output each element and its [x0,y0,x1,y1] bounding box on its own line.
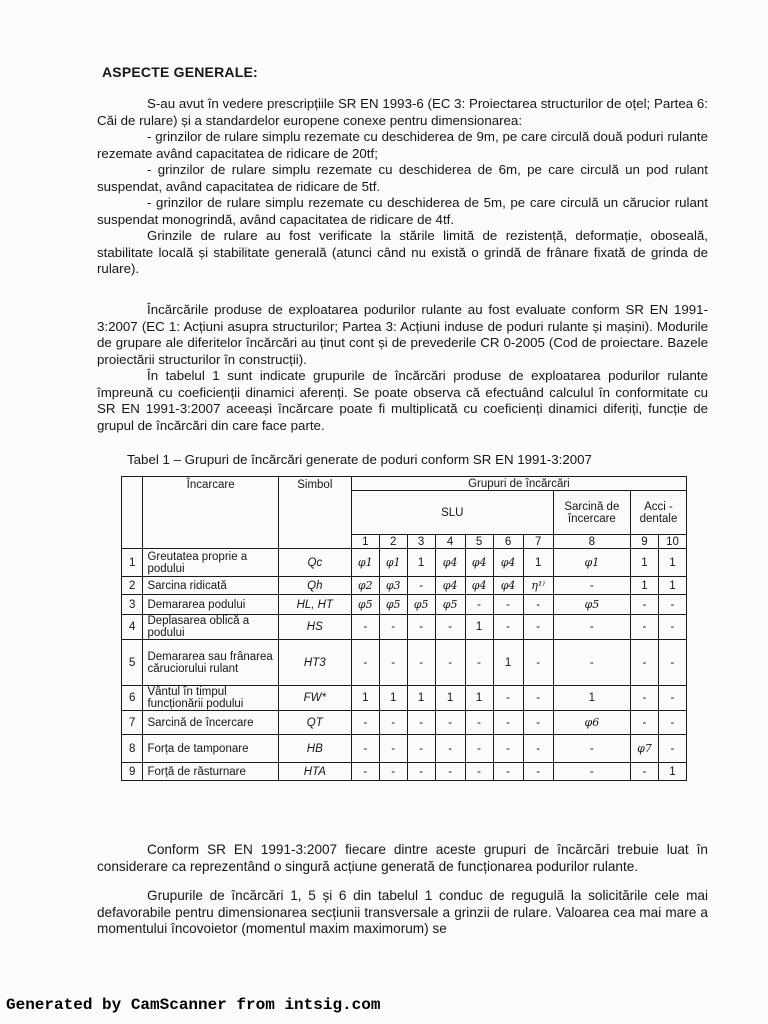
row-cell-group-1: 1 [351,686,379,711]
row-cell-group-4: - [435,763,465,781]
group-col-4: 4 [435,535,465,549]
row-cell-group-1: - [351,640,379,686]
row-cell-group-1: - [351,763,379,781]
row-cell-group-4: - [435,711,465,735]
row-cell-group-8: - [553,763,630,781]
row-cell-group-7: - [523,763,553,781]
row-cell-group-7: - [523,686,553,711]
table-row [122,549,687,577]
row-cell-group-4: - [435,640,465,686]
row-cell-group-10: - [658,640,686,686]
row-cell-group-9: - [631,640,659,686]
group-col-2: 2 [379,535,407,549]
row-cell-group-1: φ5 [351,595,379,615]
row-load-name: Sarcina ridicată [143,577,278,595]
row-cell-group-3: φ5 [407,595,435,615]
table-body [122,549,687,781]
row-load-name: Forța de tamponare [143,735,278,763]
row-cell-group-7: - [523,735,553,763]
loads-paragraph: Încărcările produse de exploatarea podurilor rulante au fost evaluate conform SR EN 1991-3:2007 (EC 1: Acțiuni asupra structurilor; Partea 3: Acțiuni induse de poduri rulante și mașini). Modurile de grupare ale diferitelor încărcări au ținut cont și de prevederile CR 0-2005 (Cod de proiectare. Bazele proiectării structurilor în construcții). [97,302,708,367]
header-test-load: Sarcină de încercare [553,491,630,535]
row-cell-group-8: φ1 [553,549,630,577]
table-row [122,577,687,595]
row-number: 9 [122,763,143,781]
group-col-7: 7 [523,535,553,549]
row-cell-group-2: - [379,763,407,781]
table-row [122,595,687,615]
row-cell-group-8: - [553,615,630,640]
row-cell-group-4: 1 [435,686,465,711]
row-cell-group-9: - [631,595,659,615]
row-cell-group-7: - [523,615,553,640]
row-symbol: HB [278,735,351,763]
row-cell-group-9: - [631,615,659,640]
table-row [122,735,687,763]
row-cell-group-3: 1 [407,686,435,711]
header-slu: SLU [351,491,553,535]
row-symbol: FW* [278,686,351,711]
closing-paragraph-1: Conform SR EN 1991-3:2007 fiecare dintre aceste grupuri de încărcări trebuie luat în considerare ca reprezentând o singură acțiune generată de funcționarea podurilor rulante. [97,842,708,874]
table-row [122,763,687,781]
row-cell-group-6: - [493,711,523,735]
row-cell-group-3: - [407,615,435,640]
row-cell-group-4: - [435,735,465,763]
row-cell-group-7: - [523,595,553,615]
row-symbol: HL, HT [278,595,351,615]
table-intro-paragraph: În tabelul 1 sunt indicate grupurile de încărcări produse de exploatarea podurilor rulante împreună cu coeficienții dinamici aferenți. Se poate observa că efectuând calculul în conformitate cu SR EN 1991-3:2007 aceeași încărcare poate fi multiplicată cu coeficienți dinamici diferiți, funcție de grupul de încărcări din care face parte. [97,368,708,433]
group-col-5: 5 [465,535,493,549]
intro-paragraph: S-au avut în vedere prescripțiile SR EN 1993-6 (EC 3: Proiectarea structurilor de oțel; Partea 6: Căi de rulare) și a standardelor europene conexe pentru dimensionarea: [97,96,708,128]
row-symbol: HTA [278,763,351,781]
row-symbol: Qh [278,577,351,595]
table-row [122,711,687,735]
bullet-beam-6m: - grinzilor de rulare simplu rezemate cu deschiderea de 6m, pe care circulă un pod rulant suspendat, având capacitatea de ridicare de 5tf. [97,162,708,194]
row-load-name: Deplasarea oblică a podului [143,615,278,640]
header-groups: Grupuri de încărcări [351,477,686,491]
row-cell-group-2: φ1 [379,549,407,577]
row-cell-group-1: - [351,711,379,735]
row-number: 4 [122,615,143,640]
row-number: 5 [122,640,143,686]
row-cell-group-3: - [407,640,435,686]
row-cell-group-4: φ4 [435,577,465,595]
header-index [122,477,143,549]
row-cell-group-2: - [379,711,407,735]
closing-section [97,842,708,938]
table-row [122,686,687,711]
row-cell-group-5: - [465,763,493,781]
row-cell-group-2: φ5 [379,595,407,615]
row-cell-group-5: φ4 [465,549,493,577]
row-cell-group-2: 1 [379,686,407,711]
load-groups-table [121,476,687,781]
closing-paragraph-2: Grupurile de încărcări 1, 5 și 6 din tabelul 1 conduc de regugulă la solicitările cele mai defavorabile pentru dimensionarea secțiunii transversale a grinzii de rulare. Valoarea cea mai mare a momentului încovoietor (momentul maxim maximorum) se [97,888,708,936]
row-cell-group-2: φ3 [379,577,407,595]
row-cell-group-9: 1 [631,549,659,577]
intro-section [97,96,708,278]
row-cell-group-8: - [553,640,630,686]
row-cell-group-8: - [553,577,630,595]
row-load-name: Sarcină de încercare [143,711,278,735]
scanner-footer: Generated by CamScanner from intsig.com [6,996,381,1014]
row-number: 1 [122,549,143,577]
loads-section [97,302,708,434]
row-cell-group-10: 1 [658,763,686,781]
row-cell-group-3: 1 [407,549,435,577]
row-cell-group-10: - [658,686,686,711]
row-cell-group-2: - [379,615,407,640]
row-cell-group-5: φ4 [465,577,493,595]
row-cell-group-7: η¹⁾ [523,577,553,595]
row-cell-group-3: - [407,735,435,763]
group-col-8: 8 [553,535,630,549]
row-cell-group-2: - [379,735,407,763]
group-col-3: 3 [407,535,435,549]
row-cell-group-6: - [493,615,523,640]
row-cell-group-2: - [379,640,407,686]
row-cell-group-7: 1 [523,549,553,577]
row-cell-group-6: φ4 [493,549,523,577]
table-caption: Tabel 1 – Grupuri de încărcări generate de poduri conform SR EN 1991-3:2007 [127,452,592,467]
row-cell-group-5: 1 [465,615,493,640]
row-cell-group-1: φ2 [351,577,379,595]
row-cell-group-8: φ6 [553,711,630,735]
row-cell-group-4: φ4 [435,549,465,577]
row-cell-group-9: - [631,686,659,711]
row-load-name: Demararea sau frânarea căruciorului rulant [143,640,278,686]
group-col-10: 10 [658,535,686,549]
row-cell-group-5: - [465,595,493,615]
row-cell-group-6: - [493,735,523,763]
row-cell-group-8: - [553,735,630,763]
row-number: 6 [122,686,143,711]
row-cell-group-9: - [631,763,659,781]
row-cell-group-10: 1 [658,549,686,577]
row-cell-group-3: - [407,763,435,781]
group-col-1: 1 [351,535,379,549]
row-cell-group-4: - [435,615,465,640]
row-cell-group-9: φ7 [631,735,659,763]
row-cell-group-10: - [658,735,686,763]
row-number: 8 [122,735,143,763]
row-cell-group-1: - [351,615,379,640]
row-cell-group-5: - [465,711,493,735]
row-symbol: Qc [278,549,351,577]
row-cell-group-6: - [493,686,523,711]
row-load-name: Demararea podului [143,595,278,615]
row-load-name: Greutatea proprie a podului [143,549,278,577]
row-cell-group-9: 1 [631,577,659,595]
verification-paragraph: Grinzile de rulare au fost verificate la stările limită de rezistență, deformație, oboseală, stabilitate locală și stabilitate generală (atunci când nu există o grindă de frânare fixată de grinda de rulare). [97,228,708,276]
row-symbol: HS [278,615,351,640]
row-symbol: QT [278,711,351,735]
row-cell-group-10: - [658,711,686,735]
row-cell-group-6: φ4 [493,577,523,595]
row-cell-group-10: 1 [658,577,686,595]
group-col-6: 6 [493,535,523,549]
bullet-beam-9m: - grinzilor de rulare simplu rezemate cu deschiderea de 9m, pe care circulă două poduri rulante rezemate având capacitatea de ridicare de 20tf; [97,129,708,161]
row-cell-group-8: 1 [553,686,630,711]
row-cell-group-8: φ5 [553,595,630,615]
row-cell-group-10: - [658,595,686,615]
row-symbol: HT3 [278,640,351,686]
row-load-name: Forță de răsturnare [143,763,278,781]
row-cell-group-3: - [407,577,435,595]
row-cell-group-3: - [407,711,435,735]
header-accidental: Acci - dentale [631,491,687,535]
table-row [122,615,687,640]
row-cell-group-7: - [523,640,553,686]
row-cell-group-9: - [631,711,659,735]
row-cell-group-6: - [493,595,523,615]
section-heading: ASPECTE GENERALE: [102,64,258,80]
row-cell-group-4: φ5 [435,595,465,615]
table-row [122,640,687,686]
row-number: 7 [122,711,143,735]
bullet-beam-5m: - grinzilor de rulare simplu rezemate cu deschiderea de 5m, pe care circulă un cărucior rulant suspendat monogrindă, având capacitatea de ridicare de 4tf. [97,195,708,227]
row-cell-group-1: - [351,735,379,763]
row-load-name: Vântul în timpul funcționării podului [143,686,278,711]
row-cell-group-6: 1 [493,640,523,686]
row-cell-group-7: - [523,711,553,735]
header-symbol: Simbol [278,477,351,549]
row-cell-group-1: φ1 [351,549,379,577]
row-number: 3 [122,595,143,615]
row-cell-group-5: - [465,735,493,763]
header-load: Încarcare [143,477,278,549]
row-cell-group-5: 1 [465,686,493,711]
row-cell-group-5: - [465,640,493,686]
row-cell-group-6: - [493,763,523,781]
row-cell-group-10: - [658,615,686,640]
group-col-9: 9 [631,535,659,549]
row-number: 2 [122,577,143,595]
